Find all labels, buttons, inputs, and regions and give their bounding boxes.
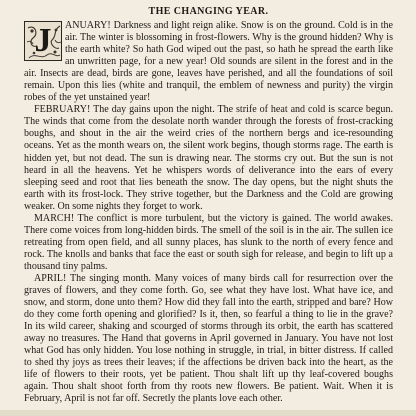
paragraph-march-text: The conflict is more turbulent, but the victory is gained. The world awakes. There come voices from long-hidden birds. The smell of the soil is in the air. The sullen ice retreating from open field, and all sunny places, has slunk to the north of every fence and rock. The knolls and banks that face the east or south sigh for release, and begin to lift up a thousand tiny palms. bbox=[24, 212, 393, 272]
page-title: THE CHANGING YEAR. bbox=[148, 6, 269, 17]
month-april: APRIL! bbox=[34, 272, 67, 284]
paragraph-april-text: The singing month. Many voices of many birds call for resurrection over the graves of flowers, and they come forth. Go, see what they have lost. What have ice, and snow, and storm, done unto them? How did they fall into the earth, stripped and bare? How do they come forth opening and glorified? Is it, then, so fearful a thing to lie in the grave? In its wild career, shaking and scourged of storms through its orbit, the earth has scattered away no treasures. The Hand that governs in April governed in January. You have not lost what God has only hidden. You lose nothing in struggle, in trial, in bitter distress. If called to shed thy joys as trees their leaves; if the affections be driven back into the heart, as the life of flowers to their roots, yet be patient. Thou shalt lift up thy leaf-covered boughs again. Thou shalt shoot forth from thy roots new flowers. Be patient. Wait. When it is February, April is not far off. Secretly the plants love each other. bbox=[24, 272, 393, 405]
paragraph-april bbox=[24, 273, 393, 406]
paragraph-january bbox=[24, 20, 393, 104]
dropcap-letter: J bbox=[34, 21, 52, 59]
page-bottom-shade bbox=[0, 410, 416, 416]
body-text bbox=[24, 20, 393, 406]
decorated-initial bbox=[24, 21, 62, 61]
month-february: FEBRUARY! bbox=[34, 104, 91, 116]
paragraph-february-text: The day gains upon the night. The strife of heat and cold is scarce begun. The winds that come from the desolate north wander through the forests of frost-cracking boughs, and shout in the air the weird cries of the northern bergs and ice-resounding oceans. Yet as the month wears on, the silent work begins, though storms rage. The earth is hidden yet, but not dead. The sun is drawing near. The storms cry out. But the sun is not heard in all the heavens. Yet he whispers words of deliverance into the ears of every sleeping seed and root that lies beneath the snow. The day opens, but the night shuts the earth with its frost-lock. They strive together, but the Darkness and the Cold are growing weaker. On some nights they forget to work. bbox=[24, 104, 393, 212]
paragraph-february bbox=[24, 104, 393, 212]
paragraph-january-text: Darkness and light reign alike. Snow is on the ground. Cold is in the air. The winter is blossoming in frost-flowers. Why is the ground hidden? Why is the earth white? So hath God wiped out the past, so hath he spread the earth like an unwritten page, for a new year! Old sounds are silent in the forest and in the air. Insects are dead, birds are gone, leaves have perished, and all the foundations of soil remain. Upon this lies (white and tranquil, the emblem of newness and purity) the virgin robes of the yet unstained year! bbox=[24, 20, 393, 104]
paragraph-march bbox=[24, 213, 393, 273]
month-march: MARCH! bbox=[34, 212, 75, 224]
month-january: ANUARY! bbox=[65, 20, 111, 31]
